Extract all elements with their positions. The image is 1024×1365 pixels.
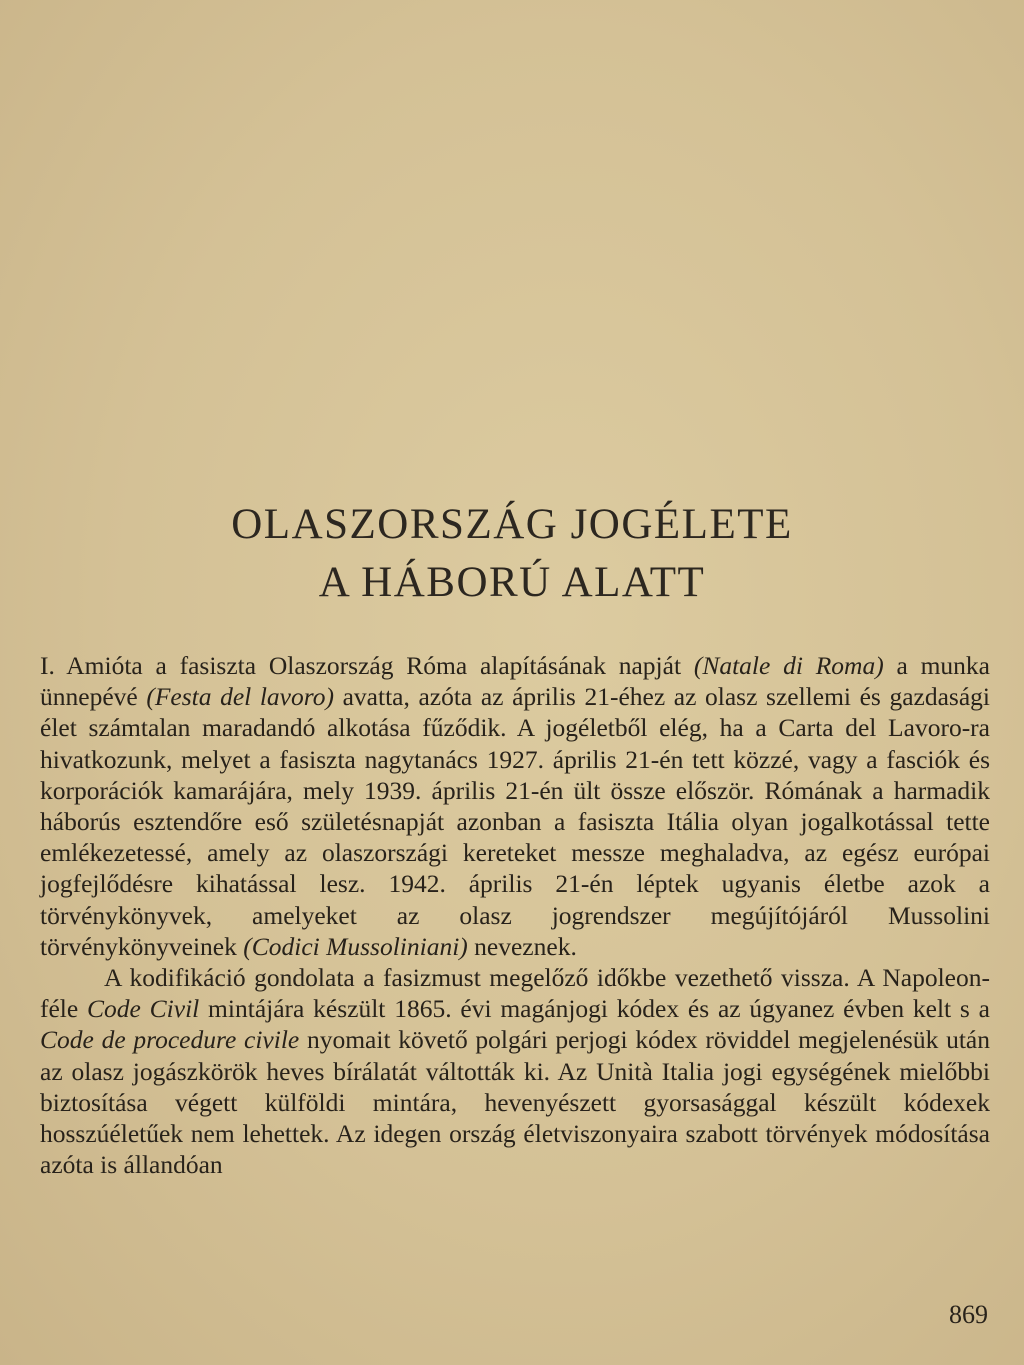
body-text <box>40 650 990 1180</box>
title-line-1: OLASZORSZÁG JOGÉLETE <box>231 501 793 548</box>
paragraph-2-text-2: mintájára készült 1865. évi magánjogi kódex és az úgyanez évben kelt s a <box>199 994 990 1024</box>
paragraph-1-italic-1: (Natale di Roma) <box>693 651 884 680</box>
paragraph-2-text-3: nyomait követő polgári perjogi kódex röviddel megjelenésük után az olasz jogászkörök heves bírálatát váltották ki. Az Unità Italia jogi egységének mielőbbi biztosítása végett külföldi mintára, hevenyészett gyorsasággal készült kódexek hosszúéletűek nem lehettek. Az idegen ország életviszonyaira szabott törvények módosítása azóta is állandóan <box>40 1025 990 1180</box>
paragraph-1-text-2: a munka ünnepévé <box>40 651 990 712</box>
paragraph-1 <box>40 650 990 962</box>
paragraph-1-text-1: I. Amióta a fasiszta Olaszország Róma alapításának napját <box>40 651 694 680</box>
title-line-2: A HÁBORÚ ALATT <box>318 559 706 606</box>
page-number: 869 <box>949 1300 988 1329</box>
paragraph-2 <box>40 962 990 1180</box>
paragraph-1-italic-3: (Codici Mussoliniani) <box>243 931 468 961</box>
paragraph-2-italic-1: Code Civil <box>87 994 200 1024</box>
paragraph-1-text-4: neveznek. <box>467 931 577 961</box>
paragraph-2-text-1: A kodifikáció gondolata a fasizmust megelőző időkbe vezethető vissza. A Napoleon-féle <box>40 963 990 1024</box>
paragraph-2-italic-2: Code de procedure civile <box>40 1025 300 1055</box>
paragraph-1-text-3: avatta, azóta az április 21-éhez az olasz szellemi és gazdasági élet számtalan maradandó alkotása fűződik. A jogéletből elég, ha a Carta del Lavoro-ra hivatkozunk, melyet a fasiszta nagytanács 1927. április 21-én tett közzé, vagy a fasciók és korporációk kamarájára, mely 1939. április 21-én ült össze először. Rómának a harmadik háborús esztendőre eső születésnapját azonban a fasiszta Itália olyan jogalkotással tette emlékezetessé, amely az olaszországi kereteket messze meghaladva, az egész európai jogfejlődésre kihatással lesz. 1942. április 21-én léptek ugyanis életbe azok a törvénykönyvek, amelyeket az olasz jogrendszer megújítójáról Mussolini törvénykönyveinek <box>40 682 990 961</box>
chapter-title <box>0 496 1024 612</box>
paragraph-1-italic-2: (Festa del lavoro) <box>146 682 334 712</box>
